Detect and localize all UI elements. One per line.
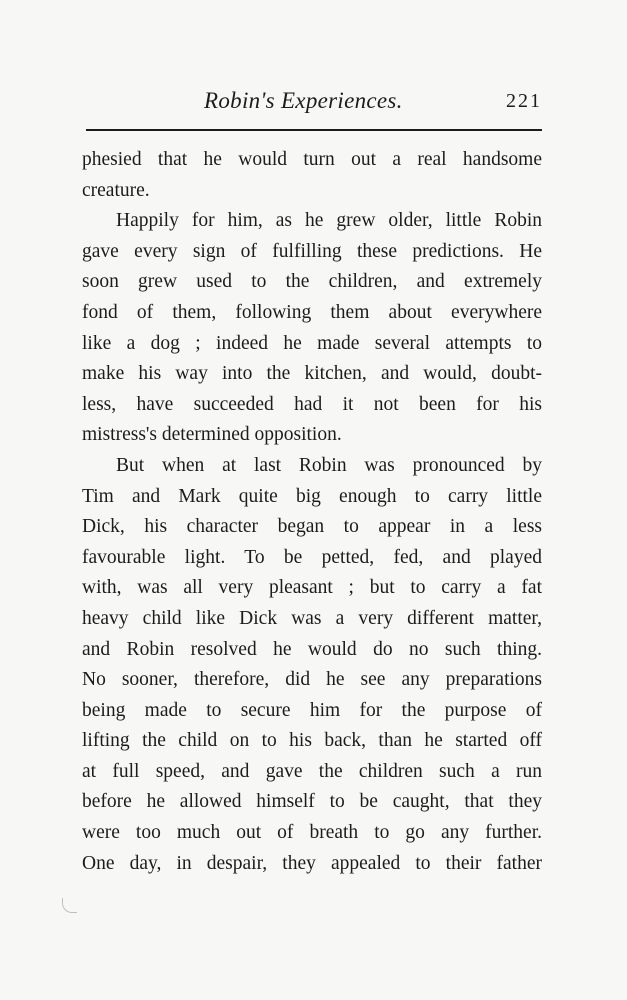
margin-pencil-mark [62, 898, 77, 913]
text-line: No sooner, therefore, did he see any preparations [82, 669, 542, 691]
text-line: lifting the child on to his back, than he started off [82, 730, 542, 752]
text-line: But when at last Robin was pronounced by [116, 454, 542, 476]
text-line: soon grew used to the children, and extremely [82, 271, 542, 293]
text-line: Tim and Mark quite big enough to carry little [82, 485, 542, 507]
text-line: at full speed, and gave the children such a run [82, 760, 542, 782]
page-number: 221 [506, 90, 542, 112]
text-line: gave every sign of fulfilling these predictions. He [82, 240, 542, 262]
text-line: like a dog ; indeed he made several attempts to [82, 332, 542, 354]
text-line: heavy child like Dick was a very different matter, [82, 607, 542, 629]
text-line: favourable light. To be petted, fed, and played [82, 546, 542, 568]
text-line: Happily for him, as he grew older, little Robin [116, 210, 542, 232]
text-line: with, was all very pleasant ; but to carry a fat [82, 577, 542, 599]
text-line: less, have succeeded had it not been for his [82, 393, 542, 415]
text-line: fond of them, following them about everywhere [82, 301, 542, 323]
text-line: One day, in despair, they appealed to their father [82, 852, 542, 874]
text-line: make his way into the kitchen, and would, doubt- [82, 363, 542, 385]
text-line: mistress's determined opposition. [82, 424, 342, 446]
text-line: Dick, his character began to appear in a less [82, 516, 542, 538]
text-line: and Robin resolved he would do no such thing. [82, 638, 542, 660]
text-line: were too much out of breath to go any further. [82, 822, 542, 844]
text-line: phesied that he would turn out a real handsome [82, 149, 542, 170]
body-text [82, 145, 542, 879]
header-rule [86, 129, 542, 131]
text-line: being made to secure him for the purpose of [82, 699, 542, 721]
running-header [86, 86, 542, 120]
running-title: Robin's Experiences. [204, 88, 403, 113]
text-line: before he allowed himself to be caught, that they [82, 791, 542, 813]
text-line: creature. [82, 179, 150, 201]
